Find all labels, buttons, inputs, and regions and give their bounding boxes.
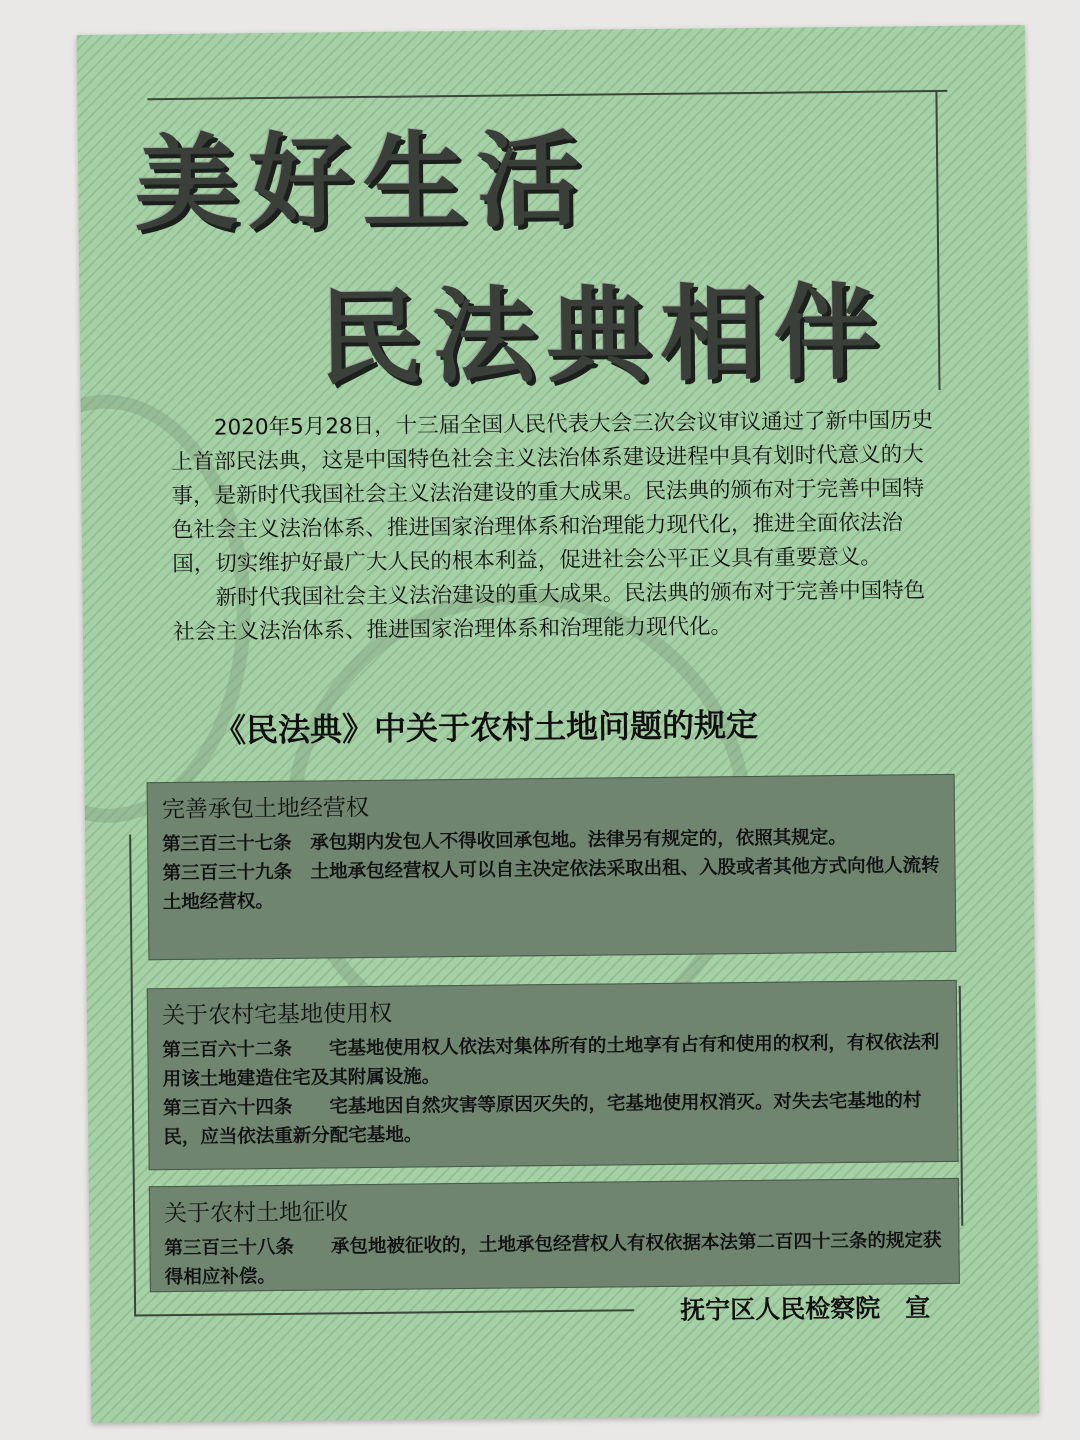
frame-line-bottom	[134, 1309, 634, 1316]
law-article: 第三百三十九条 土地承包经营权人可以自主决定依法采取出租、入股或者其他方式向他人流转土地经营权。	[162, 855, 940, 914]
frame-line-right-lower	[959, 986, 964, 1226]
frame-line-right	[935, 90, 940, 390]
box-heading: 关于农村土地征收	[163, 1199, 349, 1228]
box-heading: 完善承包土地经营权	[161, 794, 370, 824]
law-article: 第三百三十七条 承包期内发包人不得收回承包地。法律另有规定的，依照其规定。	[162, 826, 847, 856]
law-article: 第三百六十四条 宅基地因自然灾害等原因灭失的，宅基地使用权消灭。对失去宅基地的村民，应当依法重新分配宅基地。	[162, 1090, 922, 1149]
poster-title-line-2: 民法典相伴	[317, 270, 889, 400]
section-title: 《民法典》中关于农村土地问题的规定	[213, 705, 759, 750]
issuer-signature: 抚宁区人民检察院 宣	[679, 1293, 931, 1325]
poster	[77, 25, 1039, 1423]
frame-line-left	[129, 834, 136, 1314]
law-box-land-management	[147, 774, 957, 960]
law-box-land-requisition	[149, 1178, 960, 1292]
law-box-homestead	[147, 980, 959, 1170]
intro-paragraph-1: 2020年5月28日，十三届全国人民代表大会三次会议审议通过了新中国历史上首部民法典，这是中国特色社会主义法治体系建设进程中具有划时代意义的大事，是新时代我国社会主义法治建设的重大成果。民法典的颁布对于完善中国特色社会主义法治体系、推进国家治理体系和治理能力现代化，推进全面依法治国，切实维护好最广大人民的根本利益，促进社会公平正义具有重要意义。	[171, 408, 934, 578]
intro-text	[171, 404, 943, 650]
poster-title-line-1: 美好生活	[133, 117, 591, 246]
law-article: 第三百六十二条 宅基地使用权人依法对集体所有的土地享有占有和使用的权利，有权依法利用该土地建造住宅及其附属设施。	[162, 1032, 940, 1091]
intro-paragraph-2: 新时代我国社会主义法治建设的重大成果。民法典的颁布对于完善中国特色社会主义法治体系、推进国家治理体系和治理能力现代化。	[172, 578, 926, 646]
box-heading: 关于农村宅基地使用权	[161, 1000, 393, 1030]
law-article: 第三百三十八条 承包地被征收的，土地承包经营权人有权依据本法第二百四十三条的规定获得相应补偿。	[164, 1230, 942, 1289]
